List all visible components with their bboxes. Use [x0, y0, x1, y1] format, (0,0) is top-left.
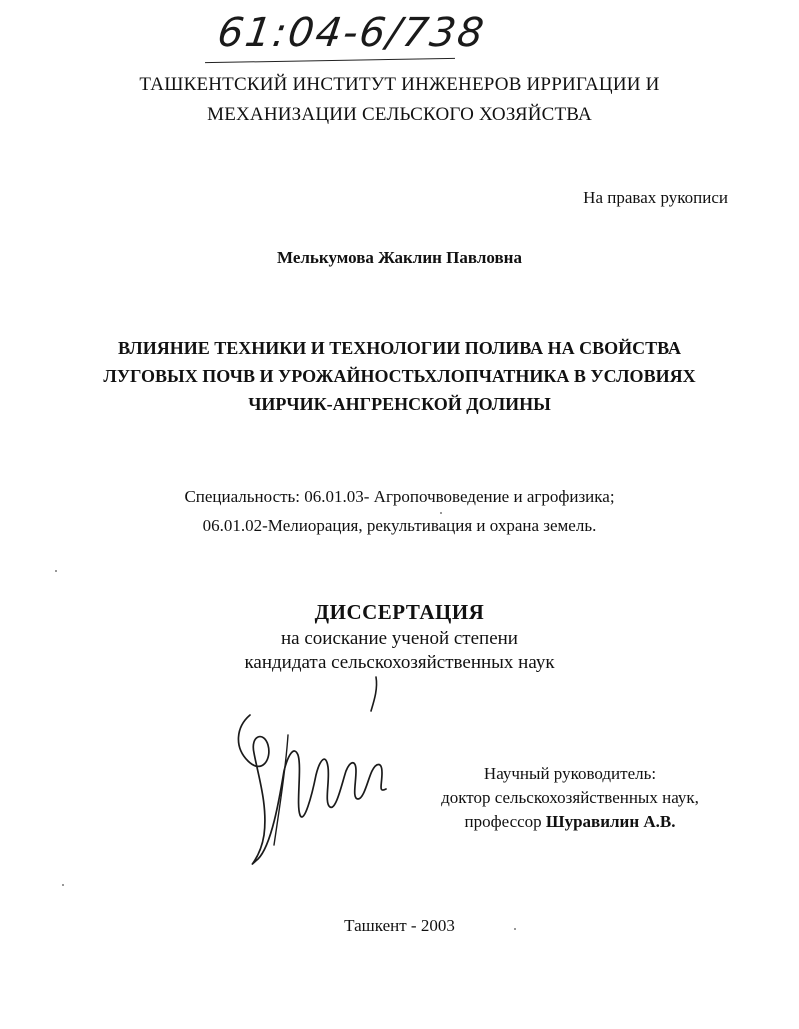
specialty-line-2: 06.01.02-Мелиорация, рекультивация и охрана земель. [202, 516, 597, 535]
scan-speck [62, 884, 64, 886]
supervisor-title: профессор [464, 812, 542, 831]
supervisor-block [420, 762, 720, 834]
manuscript-note: На правах рукописи [583, 188, 728, 207]
author-signature [228, 675, 408, 875]
title-line-1: ВЛИЯНИЕ ТЕХНИКИ И ТЕХНОЛОГИИ ПОЛИВА НА СВОЙСТВА [117, 338, 682, 358]
degree-line-1: на соискание ученой степени [281, 628, 518, 649]
degree-type: ДИССЕРТАЦИЯ [314, 600, 485, 624]
scan-speck [440, 512, 442, 514]
degree-line-2: кандидата сельскохозяйственных наук [244, 652, 555, 673]
specialty-line-1: Специальность: 06.01.03- Агропочвоведение и агрофизика; [184, 487, 615, 506]
supervisor-degree: доктор сельскохозяйственных наук, [441, 788, 699, 807]
archive-number: 61:04-6/738 [214, 10, 489, 56]
dissertation-title [0, 334, 799, 418]
supervisor-title-line [420, 810, 720, 834]
institute-name [0, 70, 799, 130]
supervisor-name: Шуравилин А.В. [545, 812, 676, 831]
title-line-3: ЧИРЧИК-АНГРЕНСКОЙ ДОЛИНЫ [248, 394, 551, 414]
archive-underline [205, 58, 455, 63]
scan-speck [514, 928, 516, 930]
supervisor-label: Научный руководитель: [483, 764, 657, 783]
scan-speck [55, 570, 57, 572]
author-name: Мелькумова Жаклин Павловна [277, 248, 522, 267]
title-line-2: ЛУГОВЫХ ПОЧВ И УРОЖАЙНОСТЬХЛОПЧАТНИКА В УСЛОВИЯХ [103, 366, 696, 386]
institute-line-1: ТАШКЕНТСКИЙ ИНСТИТУТ ИНЖЕНЕРОВ ИРРИГАЦИИ И [139, 74, 660, 95]
specialty [0, 482, 799, 540]
institute-line-2: МЕХАНИЗАЦИИ СЕЛЬСКОГО ХОЗЯЙСТВА [207, 104, 592, 125]
city-year: Ташкент - 2003 [344, 916, 455, 935]
